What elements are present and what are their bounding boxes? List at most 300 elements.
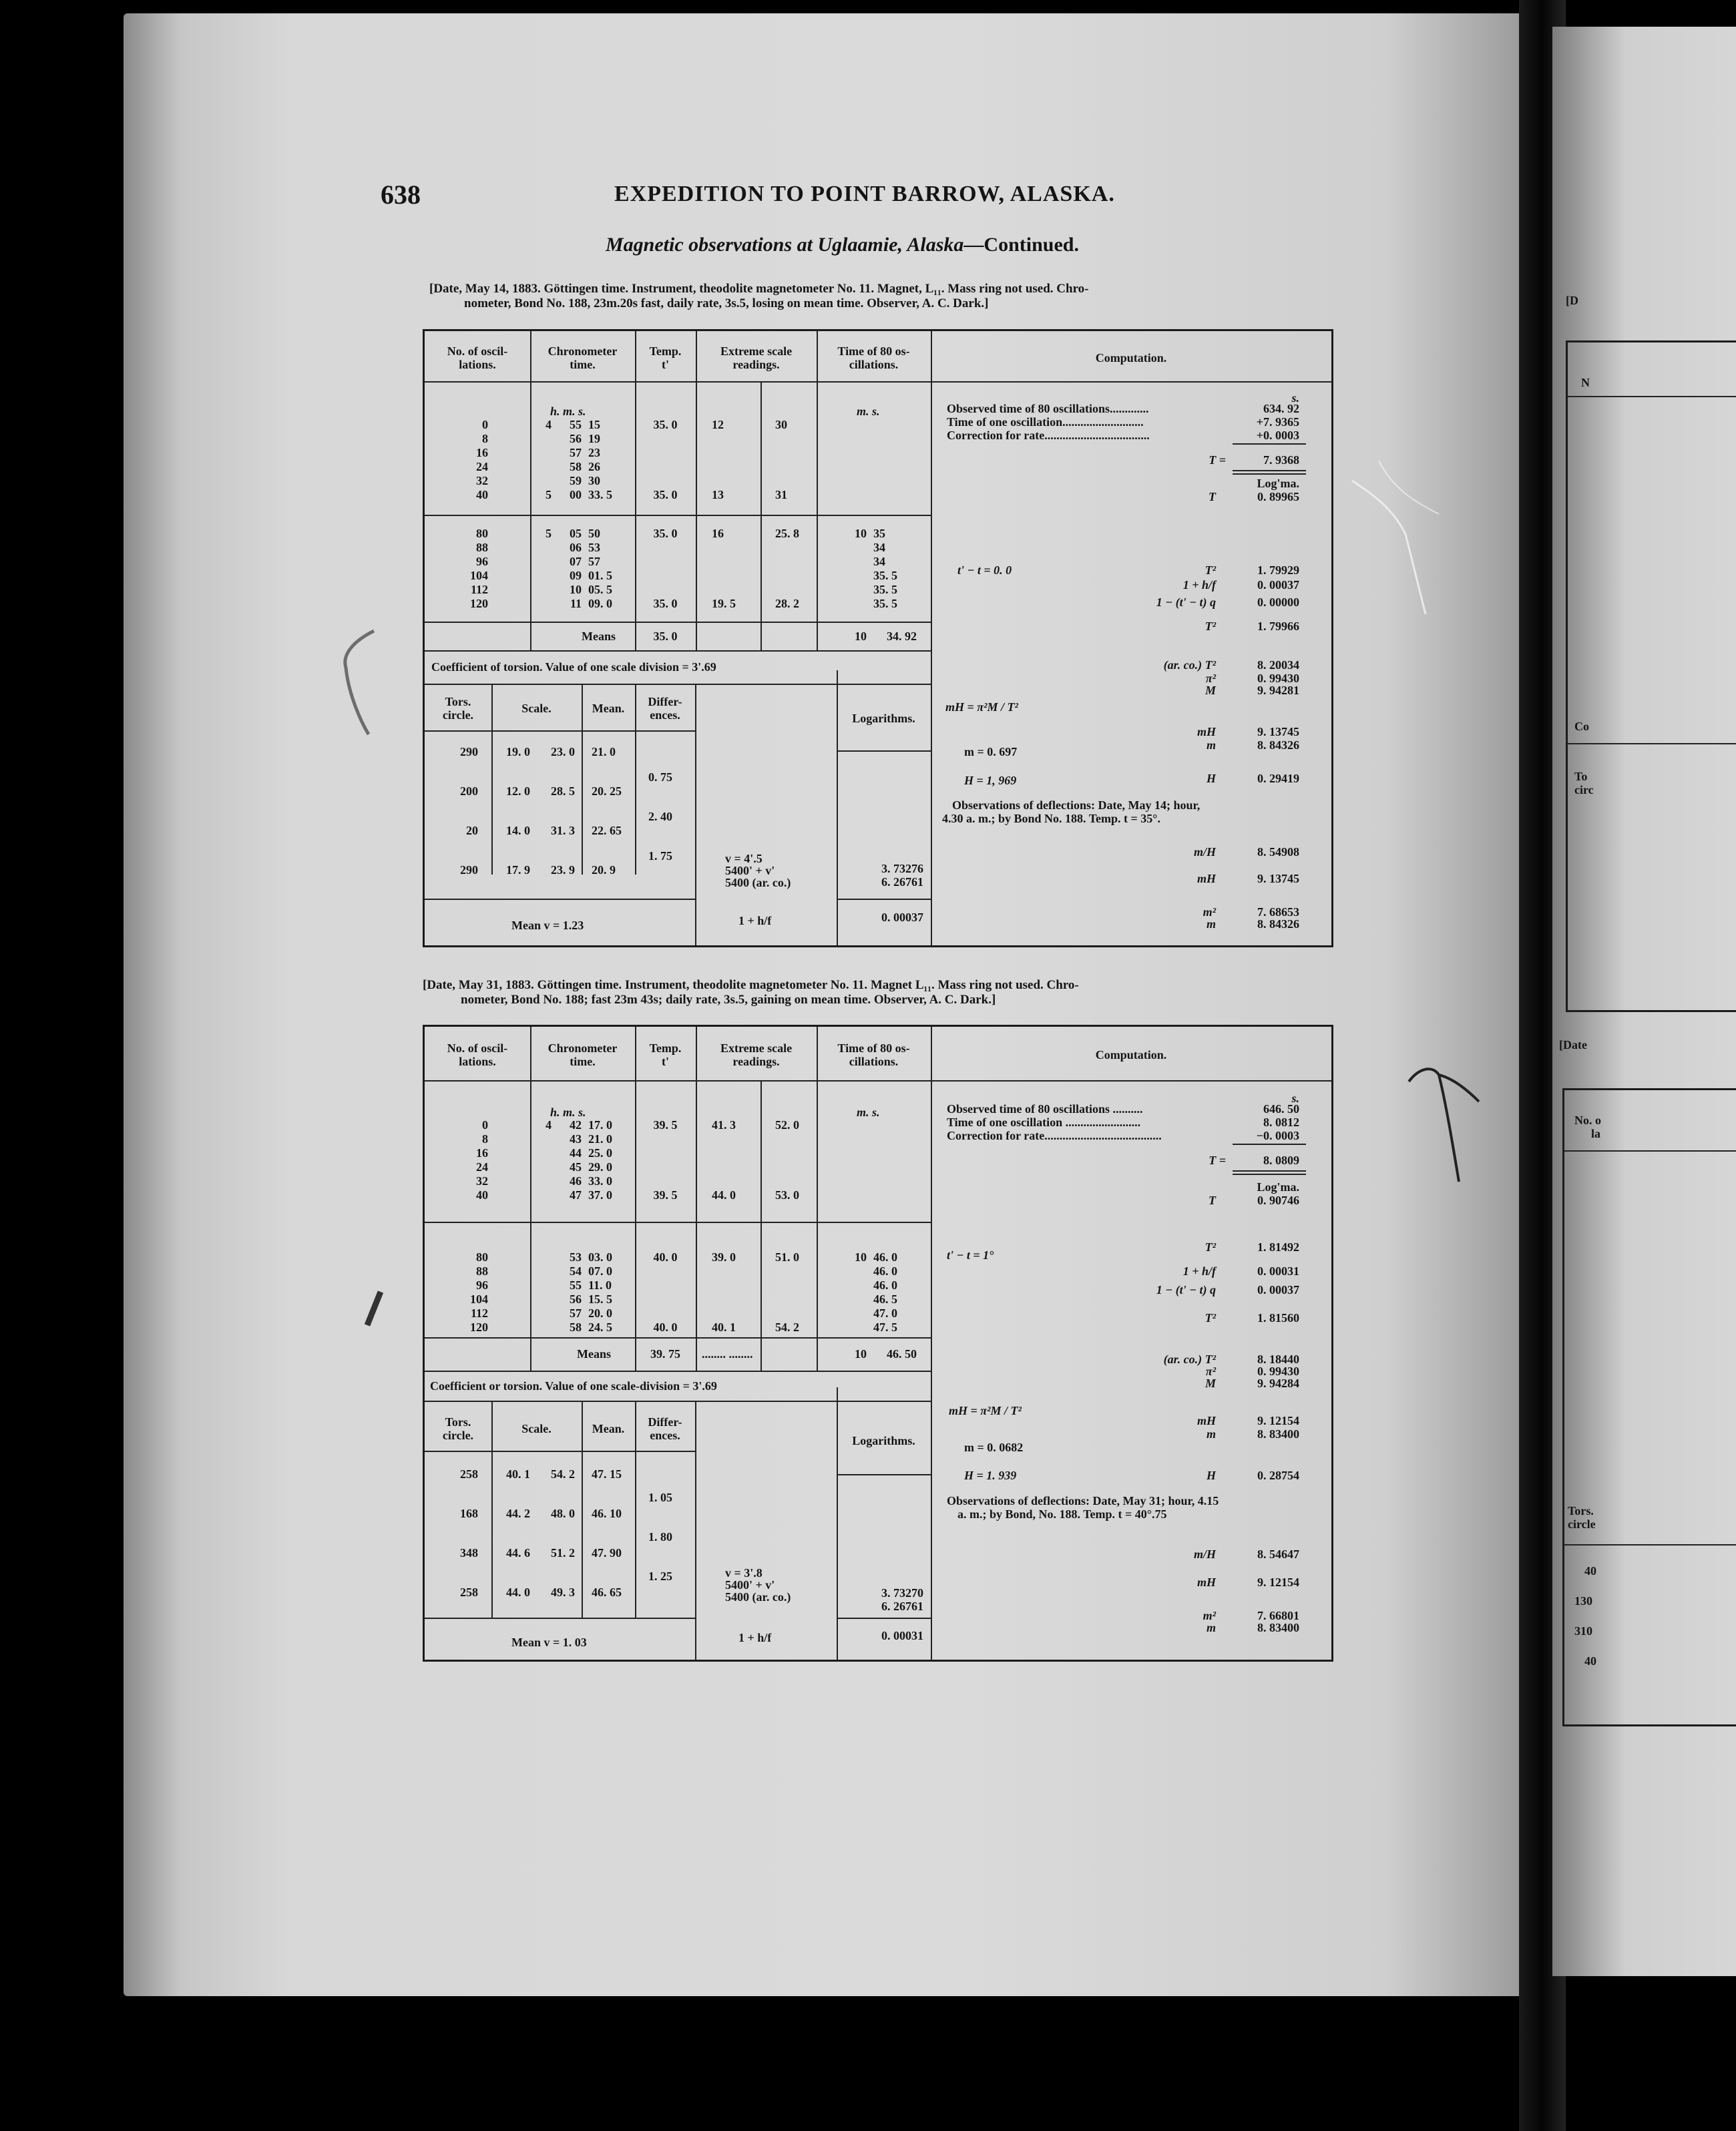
oscillation-count: 16 — [476, 1146, 488, 1160]
header-oscillations: No. of oscil- lations. — [447, 1041, 508, 1068]
tors-scale-header: Scale. — [521, 702, 552, 715]
fragment-date2: [Date — [1559, 1038, 1587, 1051]
chrono-minutes: 55 — [570, 418, 582, 431]
running-head: EXPEDITION TO POINT BARROW, ALASKA. — [614, 182, 1115, 206]
one-osc-value: +7. 9365 — [1256, 415, 1299, 429]
oscillation-count: 40 — [476, 488, 488, 501]
log-value: 0. 00031 — [1257, 1264, 1299, 1278]
time80-seconds: 35. 5 — [873, 583, 897, 596]
log-value: 0. 89965 — [1257, 490, 1299, 503]
log-value: 9. 13745 — [1257, 725, 1299, 738]
pencil-stroke-mark — [1405, 1061, 1486, 1195]
oscillation-count: 0 — [482, 418, 488, 431]
tors-difference: 1. 25 — [648, 1570, 672, 1583]
log-symbol: π² — [1205, 1365, 1216, 1378]
chrono-minutes: 10 — [570, 583, 582, 596]
fragment-No: No. o — [1574, 1114, 1601, 1127]
v-line2: 5400' + v' — [725, 864, 775, 877]
observed-time-label: Observed time of 80 oscillations............. — [947, 402, 1149, 415]
tors-circle: 348 — [460, 1546, 478, 1560]
next-page-table1 — [1566, 340, 1736, 1012]
tors-mean: 46. 10 — [592, 1507, 622, 1520]
log-value-3: 0. 00037 — [881, 911, 923, 924]
section-subtitle — [606, 234, 1079, 256]
scratch-mark — [1339, 454, 1459, 621]
tors-scale-2: 49. 3 — [551, 1586, 575, 1599]
chrono-minutes: 58 — [570, 460, 582, 473]
log-symbol: mH — [1197, 725, 1216, 738]
mean-v: Mean v = 1. 03 — [511, 1636, 587, 1649]
chrono-minutes: 00 — [570, 488, 582, 501]
means-label: Means — [582, 630, 616, 643]
log-value: 8. 54908 — [1257, 845, 1299, 859]
chrono-minutes: 11 — [570, 597, 582, 610]
rate-corr-label: Correction for rate....................................... — [947, 1129, 1162, 1142]
oscillation-count: 88 — [476, 1264, 488, 1278]
chrono-seconds: 53 — [588, 541, 600, 554]
oscillation-count: 96 — [476, 555, 488, 568]
tors-scale-1: 14. 0 — [506, 824, 530, 837]
T-value: 8. 0809 — [1263, 1154, 1299, 1167]
chrono-seconds: 19 — [588, 432, 600, 445]
rate-corr-label: Correction for rate................................... — [947, 429, 1150, 442]
scale-reading-1: 19. 5 — [712, 597, 736, 610]
header-chronometer: Chronometer time. — [548, 1041, 618, 1068]
observed-time-value: 646. 50 — [1263, 1102, 1299, 1116]
log-value: 0. 28754 — [1257, 1469, 1299, 1482]
tors-circle: 200 — [460, 784, 478, 798]
chrono-seconds: 33. 0 — [588, 1174, 612, 1188]
table2-note-line1: [Date, May 31, 1883. Göttingen time. Instrument, theodolite magnetometer No. 11. Magnet L₁₁. Mass ring not used. Chro- — [423, 978, 1079, 992]
chrono-minutes: 42 — [570, 1118, 582, 1132]
chrono-minutes: 07 — [570, 555, 582, 568]
mH-formula: mH = π²M / T² — [945, 700, 1018, 714]
chrono-minutes: 46 — [570, 1174, 582, 1188]
means-temp: 39. 75 — [650, 1347, 680, 1361]
one-osc-label: Time of one oscillation ......................... — [947, 1116, 1141, 1129]
fragment-r3: 310 — [1574, 1624, 1592, 1638]
log-value: 0. 00037 — [1257, 1283, 1299, 1296]
header-scale-readings: Extreme scale readings. — [720, 1041, 793, 1068]
oscillation-count: 16 — [476, 446, 488, 459]
tors-log-header: Logarithms. — [852, 1434, 915, 1447]
log-symbol: mH — [1197, 1414, 1216, 1427]
tors-scale-1: 44. 2 — [506, 1507, 530, 1520]
table1-note-line1: [Date, May 14, 1883. Göttingen time. Instrument, theodolite magnetometer No. 11. Magnet, L₁₁. Mass ring not used. Chro- — [429, 282, 1089, 296]
oscillation-count: 88 — [476, 541, 488, 554]
v-line3: 5400 (ar. co.) — [725, 876, 791, 889]
log-symbol: 1 + h/f — [1182, 578, 1216, 591]
observed-time-label: Observed time of 80 oscillations .......... — [947, 1102, 1143, 1116]
tors-log-header: Logarithms. — [852, 712, 915, 725]
chrono-seconds: 15. 5 — [588, 1292, 612, 1306]
tors-scale-2: 23. 9 — [551, 863, 575, 877]
tors-mean: 47. 15 — [592, 1467, 622, 1481]
log-value: 8. 83400 — [1257, 1427, 1299, 1441]
ink-blot — [361, 1288, 387, 1329]
scale-reading-2: 52. 0 — [775, 1118, 799, 1132]
scale-reading-1: 16 — [712, 527, 724, 540]
tors-diff-header: Differ- ences. — [648, 695, 682, 722]
log-value-2: 6. 26761 — [881, 875, 923, 889]
chrono-seconds: 11. 0 — [588, 1278, 612, 1292]
time80-minutes: 10 — [855, 527, 867, 540]
log-value: 1. 81560 — [1257, 1311, 1299, 1325]
log-symbol: m — [1206, 917, 1216, 931]
subtitle-italic: Magnetic observations at Uglaamie, Alaska — [606, 234, 964, 256]
tors-scale-2: 28. 5 — [551, 784, 575, 798]
tors-scale-header: Scale. — [521, 1422, 552, 1435]
log-symbol: (ar. co.) T² — [1163, 1353, 1216, 1366]
log-value-2: 6. 26761 — [881, 1600, 923, 1613]
tors-scale-2: 31. 3 — [551, 824, 575, 837]
header-scale-readings: Extreme scale readings. — [720, 344, 793, 371]
chrono-minutes: 05 — [570, 527, 582, 540]
time80-minutes: 10 — [855, 1250, 867, 1264]
tors-mean-header: Mean. — [592, 1422, 625, 1435]
log-value: 1. 81492 — [1257, 1240, 1299, 1254]
chrono-hours: 4 — [546, 1118, 552, 1132]
deflections-line2: 4.30 a. m.; by Bond No. 188. Temp. t = 35°. — [942, 812, 1160, 825]
log-value-1: 3. 73276 — [881, 862, 923, 875]
units-ms: m. s. — [857, 405, 880, 418]
header-temp: Temp. t' — [649, 344, 682, 371]
chrono-seconds: 15 — [588, 418, 600, 431]
mH-formula: mH = π²M / T² — [949, 1404, 1022, 1417]
units-hms: h. m. s. — [550, 1106, 586, 1119]
time80-seconds: 46. 0 — [873, 1278, 897, 1292]
chrono-minutes: 59 — [570, 474, 582, 487]
means-label: Means — [577, 1347, 611, 1361]
tors-mean-header: Mean. — [592, 702, 625, 715]
header-oscillations: No. of oscil- lations. — [447, 344, 508, 371]
means-time-s: 46. 50 — [887, 1347, 917, 1361]
chrono-seconds: 26 — [588, 460, 600, 473]
chrono-minutes: 56 — [570, 1292, 582, 1306]
chrono-seconds: 17. 0 — [588, 1118, 612, 1132]
rate-corr-value: −0. 0003 — [1256, 1129, 1299, 1142]
t-diff-label: t' − t = 1° — [947, 1248, 994, 1262]
time80-seconds: 47. 0 — [873, 1307, 897, 1320]
table1: No. of oscil- lations. Chronometer time. Temp. t' Extreme scale readings. Time of 80 os- cillations. Computation. h. m. s. m. s. 0 4 55 15 35. 0 12 30 8 56 19 16 57 23 24 58 26 32 59 30 40 5 00 33. 5 35. 0 13 31 80 5 05 50 35. 0 16 25. 8 10 35 88 06 53 34 96 07 57 34 104 09 01. 5 35. 5 112 10 05. 5 35. 5 120 11 09. 0 35. 0 19. 5 28. 2 35. 5 Means 35. 0 10 34. 92 Coefficient of torsion. Value of one scale division = 3'.69 Tors. circle. Scale. Mean. Differ- ences. Logarithms. 290 19. 0 23. 0 21. 0 200 12. 0 28. 5 20. 25 20 14. 0 31. 3 22. 65 290 17. 9 23. 9 20. 9 0. 75 2. 40 1. 75 v = 4'.5 5400' + v' 5400 (ar. co.) 3. 73276 6. 26761 1 + h/f 0. 00037 Mean v = 1.23 s. Observed time of 80 oscillations............. 634. 92 Time of one oscillation........................... +7. 9365 Correction for rate................................... +0. 0003 T = 7. 9368 Log'ma. T 0. 89965 T² 1. 79929 1 + h/f 0. 00037 1 − (t' − t) q 0. 00000 T² 1. 79966 (ar. co.) T² 8. 20034 π² 0. 99430 M 9. 94281 mH 9. 13745 m 8. 84326 H 0. 29419 m/H 8. 54908 mH 9. 13745 m² 7. 68653 m 8. 84326 t' − t = 0. 0 mH = π²M / T² m = 0. 697 H = 1, 969 Observations of deflections: Date, May 14; hour, 4.30 a. m.; by Bond No. 188. Temp. t = 35°. — [423, 329, 1333, 947]
fragment-circle: circle — [1568, 1517, 1596, 1531]
header-temp: Temp. t' — [649, 1041, 682, 1068]
fragment-circ: circ — [1574, 783, 1594, 796]
log-symbol: π² — [1205, 672, 1216, 685]
fragment-r4: 40 — [1584, 1654, 1596, 1668]
log-symbol: mH — [1197, 1576, 1216, 1589]
oscillation-count: 80 — [476, 527, 488, 540]
time80-seconds: 47. 5 — [873, 1321, 897, 1334]
log-symbol: m — [1206, 1427, 1216, 1441]
tors-mean: 22. 65 — [592, 824, 622, 837]
tors-mean: 46. 65 — [592, 1586, 622, 1599]
means-time-m: 10 — [855, 630, 867, 643]
T-value: 7. 9368 — [1263, 453, 1299, 467]
log-value: 8. 84326 — [1257, 738, 1299, 752]
scale-reading-2: 25. 8 — [775, 527, 799, 540]
chrono-minutes: 57 — [570, 446, 582, 459]
oscillation-count: 104 — [470, 1292, 488, 1306]
log-value: 8. 20034 — [1257, 658, 1299, 672]
fragment-Co: Co — [1574, 720, 1589, 733]
chrono-seconds: 50 — [588, 527, 600, 540]
v-line1: v = 3'.8 — [725, 1566, 763, 1580]
log-symbol: T — [1209, 490, 1216, 503]
log-value: 9. 12154 — [1257, 1576, 1299, 1589]
mean-v: Mean v = 1.23 — [511, 919, 584, 932]
log-symbol: (ar. co.) T² — [1163, 658, 1216, 672]
chrono-minutes: 58 — [570, 1321, 582, 1334]
tors-scale-2: 23. 0 — [551, 745, 575, 758]
oscillation-count: 32 — [476, 474, 488, 487]
chrono-seconds: 57 — [588, 555, 600, 568]
scale-reading-1: 41. 3 — [712, 1118, 736, 1132]
temperature: 40. 0 — [653, 1321, 678, 1334]
scale-reading-2: 28. 2 — [775, 597, 799, 610]
means-time-m: 10 — [855, 1347, 867, 1361]
torsion-title: Coefficient of torsion. Value of one scale division = 3'.69 — [431, 660, 716, 674]
log-symbol: T² — [1205, 563, 1216, 577]
tors-difference: 1. 75 — [648, 849, 672, 863]
fragment-To: To — [1574, 770, 1588, 783]
log-symbol: m/H — [1193, 845, 1216, 859]
deflections-line1: Observations of deflections: Date, May 31; hour, 4.15 — [947, 1494, 1219, 1507]
scale-reading-2: 54. 2 — [775, 1321, 799, 1334]
one-osc-label: Time of one oscillation........................... — [947, 415, 1144, 429]
header-time-80: Time of 80 os- cillations. — [837, 1041, 910, 1068]
oscillation-count: 80 — [476, 1250, 488, 1264]
header-computation: Computation. — [1095, 351, 1167, 365]
tors-mean: 47. 90 — [592, 1546, 622, 1560]
log-value: 8. 83400 — [1257, 1621, 1299, 1634]
time80-seconds: 34 — [873, 555, 885, 568]
chrono-seconds: 21. 0 — [588, 1132, 612, 1146]
deflections-line2: a. m.; by Bond, No. 188. Temp. t = 40°.75 — [957, 1507, 1167, 1521]
chrono-seconds: 33. 5 — [588, 488, 612, 501]
log-symbol: 1 + h/f — [1182, 1264, 1216, 1278]
log-symbol: m/H — [1193, 1548, 1216, 1561]
tors-circle: 168 — [460, 1507, 478, 1520]
rate-corr-value: +0. 0003 — [1256, 429, 1299, 442]
tors-scale-1: 12. 0 — [506, 784, 530, 798]
chrono-hours: 4 — [546, 418, 552, 431]
table2-note-line2: nometer, Bond No. 188; fast 23m 43s; daily rate, 3s.5, gaining on mean time. Observer, A. C. Dark.] — [461, 993, 996, 1007]
chrono-seconds: 05. 5 — [588, 583, 612, 596]
log-value: 0. 00000 — [1257, 596, 1299, 609]
log-value: 9. 12154 — [1257, 1414, 1299, 1427]
fragment-Tors: Tors. — [1568, 1504, 1594, 1517]
chrono-seconds: 03. 0 — [588, 1250, 612, 1264]
tors-circle: 258 — [460, 1467, 478, 1481]
chrono-seconds: 24. 5 — [588, 1321, 612, 1334]
chrono-minutes: 45 — [570, 1160, 582, 1174]
temperature: 35. 0 — [653, 597, 678, 610]
chrono-seconds: 37. 0 — [588, 1188, 612, 1202]
log-value: 0. 99430 — [1257, 1365, 1299, 1378]
chrono-seconds: 30 — [588, 474, 600, 487]
header-time-80: Time of 80 os- cillations. — [837, 344, 910, 371]
log-symbol: T — [1209, 1194, 1216, 1207]
tors-difference: 1. 80 — [648, 1530, 672, 1544]
next-page-edge — [1552, 27, 1736, 1976]
chrono-minutes: 53 — [570, 1250, 582, 1264]
log-symbol: M — [1205, 1377, 1216, 1390]
log-symbol: 1 − (t' − t) q — [1156, 1283, 1216, 1296]
temperature: 35. 0 — [653, 418, 678, 431]
fragment-r1: 40 — [1584, 1564, 1596, 1578]
temperature: 39. 5 — [653, 1118, 678, 1132]
scale-reading-2: 30 — [775, 418, 787, 431]
time80-seconds: 46. 5 — [873, 1292, 897, 1306]
chrono-seconds: 20. 0 — [588, 1307, 612, 1320]
log-value: 1. 79966 — [1257, 620, 1299, 633]
m-value-label: m = 0. 697 — [964, 745, 1018, 758]
temperature: 35. 0 — [653, 488, 678, 501]
chrono-minutes: 09 — [570, 569, 582, 582]
chrono-minutes: 54 — [570, 1264, 582, 1278]
oscillation-count: 96 — [476, 1278, 488, 1292]
tors-scale-2: 54. 2 — [551, 1467, 575, 1481]
log-symbol: T² — [1205, 1240, 1216, 1254]
oscillation-count: 120 — [470, 1321, 488, 1334]
t-diff-label: t' − t = 0. 0 — [957, 563, 1012, 577]
log-symbol: T² — [1205, 1311, 1216, 1325]
log-value: 0. 90746 — [1257, 1194, 1299, 1207]
chrono-minutes: 56 — [570, 432, 582, 445]
scale-reading-2: 51. 0 — [775, 1250, 799, 1264]
temperature: 35. 0 — [653, 527, 678, 540]
chrono-seconds: 07. 0 — [588, 1264, 612, 1278]
one-plus-h-f: 1 + h/f — [738, 914, 772, 927]
chrono-minutes: 47 — [570, 1188, 582, 1202]
tors-difference: 2. 40 — [648, 810, 672, 823]
scale-reading-1: 12 — [712, 418, 724, 431]
log-value-3: 0. 00031 — [881, 1629, 923, 1642]
temperature: 40. 0 — [653, 1250, 678, 1264]
tors-scale-1: 17. 9 — [506, 863, 530, 877]
log-symbol: M — [1205, 684, 1216, 697]
log-value: 9. 13745 — [1257, 872, 1299, 885]
oscillation-count: 24 — [476, 1160, 488, 1174]
next-page-table2 — [1562, 1088, 1736, 1726]
scale-reading-1: 39. 0 — [712, 1250, 736, 1264]
tors-diff-header: Differ- ences. — [648, 1415, 682, 1442]
chrono-minutes: 06 — [570, 541, 582, 554]
book-page — [124, 13, 1526, 1996]
tors-circle: 20 — [466, 824, 478, 837]
log-value: 8. 54647 — [1257, 1548, 1299, 1561]
H-value-label: H = 1. 939 — [964, 1469, 1017, 1482]
log-value: 0. 00037 — [1257, 578, 1299, 591]
fragment-r2: 130 — [1574, 1594, 1592, 1608]
chrono-hours: 5 — [546, 527, 552, 540]
oscillation-count: 112 — [470, 583, 488, 596]
oscillation-count: 40 — [476, 1188, 488, 1202]
log-symbol: 1 − (t' − t) q — [1156, 596, 1216, 609]
tors-scale-2: 48. 0 — [551, 1507, 575, 1520]
means-time-s: 34. 92 — [887, 630, 917, 643]
chrono-seconds: 25. 0 — [588, 1146, 612, 1160]
fragment-la: la — [1591, 1127, 1601, 1140]
tors-scale-1: 40. 1 — [506, 1467, 530, 1481]
oscillation-count: 104 — [470, 569, 488, 582]
log-symbol: mH — [1197, 872, 1216, 885]
log-value: 8. 18440 — [1257, 1353, 1299, 1366]
chrono-hours: 5 — [546, 488, 552, 501]
one-osc-value: 8. 0812 — [1263, 1116, 1299, 1129]
tors-difference: 1. 05 — [648, 1491, 672, 1504]
tors-scale-1: 44. 6 — [506, 1546, 530, 1560]
time80-seconds: 35. 5 — [873, 569, 897, 582]
log-value: 8. 84326 — [1257, 917, 1299, 931]
header-computation: Computation. — [1095, 1048, 1167, 1061]
log-value-1: 3. 73270 — [881, 1586, 923, 1600]
one-plus-h-f: 1 + h/f — [738, 1631, 772, 1644]
tors-circle: 290 — [460, 863, 478, 877]
torsion-title: Coefficient or torsion. Value of one scale-division = 3'.69 — [430, 1379, 717, 1393]
scale-reading-1: 40. 1 — [712, 1321, 736, 1334]
scale-reading-2: 53. 0 — [775, 1188, 799, 1202]
log-value: 9. 94281 — [1257, 684, 1299, 697]
fragment-date: [D — [1566, 294, 1578, 307]
oscillation-count: 120 — [470, 597, 488, 610]
header-chronometer: Chronometer time. — [548, 344, 618, 371]
log-value: 7. 66801 — [1257, 1609, 1299, 1622]
tors-circle-header: Tors. circle. — [442, 1415, 474, 1442]
v-line2: 5400' + v' — [725, 1578, 775, 1592]
tors-mean: 20. 9 — [592, 863, 616, 877]
log-symbol: m — [1206, 738, 1216, 752]
oscillation-count: 32 — [476, 1174, 488, 1188]
v-line3: 5400 (ar. co.) — [725, 1590, 791, 1604]
units-hms: h. m. s. — [550, 405, 586, 418]
v-line1: v = 4'.5 — [725, 852, 763, 865]
chrono-minutes: 44 — [570, 1146, 582, 1160]
chrono-minutes: 57 — [570, 1307, 582, 1320]
chrono-seconds: 23 — [588, 446, 600, 459]
H-value-label: H = 1, 969 — [964, 774, 1017, 787]
chrono-seconds: 29. 0 — [588, 1160, 612, 1174]
tors-mean: 20. 25 — [592, 784, 622, 798]
time80-seconds: 46. 0 — [873, 1264, 897, 1278]
chrono-seconds: 01. 5 — [588, 569, 612, 582]
log-symbol: m² — [1203, 1609, 1216, 1622]
oscillation-count: 0 — [482, 1118, 488, 1132]
tors-difference: 0. 75 — [648, 770, 672, 784]
log-symbol: H — [1206, 772, 1216, 785]
units-ms: m. s. — [857, 1106, 880, 1119]
tors-circle: 258 — [460, 1586, 478, 1599]
oscillation-count: 8 — [482, 1132, 488, 1146]
subtitle-continued: —Continued. — [963, 234, 1079, 256]
chrono-seconds: 09. 0 — [588, 597, 612, 610]
log-value: 0. 99430 — [1257, 672, 1299, 685]
scale-reading-1: 13 — [712, 488, 724, 501]
pencil-bracket-mark — [334, 628, 381, 741]
time80-seconds: 34 — [873, 541, 885, 554]
tors-scale-2: 51. 2 — [551, 1546, 575, 1560]
table2: No. of oscil- lations. Chronometer time. Temp. t' Extreme scale readings. Time of 80 os- cillations. Computation. h. m. s. m. s. 0 4 42 17. 0 39. 5 41. 3 52. 0 8 43 21. 0 16 44 25. 0 24 45 29. 0 32 46 33. 0 40 47 37. 0 39. 5 44. 0 53. 0 80 53 03. 0 40. 0 39. 0 51. 0 10 46. 0 88 54 07. 0 46. 0 96 55 11. 0 46. 0 104 56 15. 5 46. 5 112 57 20. 0 47. 0 120 58 24. 5 40. 0 40. 1 54. 2 47. 5 Means 39. 75 ........ ........ 10 46. 50 Coefficient or torsion. Value of one scale-division = 3'.69 Tors. circle. Scale. Mean. Differ- ences. Logarithms. 258 40. 1 54. 2 47. 15 168 44. 2 48. 0 46. 10 348 44. 6 51. 2 47. 90 258 44. 0 49. 3 46. 65 1. 05 1. 80 1. 25 v = 3'.8 5400' + v' 5400 (ar. co.) 3. 73270 6. 26761 1 + h/f 0. 00031 Mean v = 1. 03 s. Observed time of 80 oscillations .......... 646. 50 Time of one oscillation ......................... 8. 0812 Correction for rate....................................... −0. 0003 T = 8. 0809 Log'ma. T 0. 90746 T² 1. 81492 1 + h/f 0. 00031 1 − (t' − t) q 0. 00037 T² 1. 81560 (ar. co.) T² 8. 18440 π² 0. 99430 M 9. 94284 mH 9. 12154 m 8. 83400 H 0. 28754 m/H 8. 54647 mH 9. 12154 m² 7. 66801 m 8. 83400 t' − t = 1° mH = π²M / T² m = 0. 0682 H = 1. 939 Observations of deflections: Date, May 31; hour, 4.15 a. m.; by Bond, No. 188. Temp. t = 40°.75 — [423, 1025, 1333, 1662]
oscillation-count: 112 — [470, 1307, 488, 1320]
tors-circle: 290 — [460, 745, 478, 758]
table1-note-line2: nometer, Bond No. 188, 23m.20s fast, daily rate, 3s.5, losing on mean time. Observer, A. C. Dark.] — [464, 296, 989, 310]
tors-scale-1: 44. 0 — [506, 1586, 530, 1599]
scale-reading-2: 31 — [775, 488, 787, 501]
log-value: 9. 94284 — [1257, 1377, 1299, 1390]
means-dots: ........ ........ — [702, 1347, 753, 1361]
log-symbol: m — [1206, 1621, 1216, 1634]
